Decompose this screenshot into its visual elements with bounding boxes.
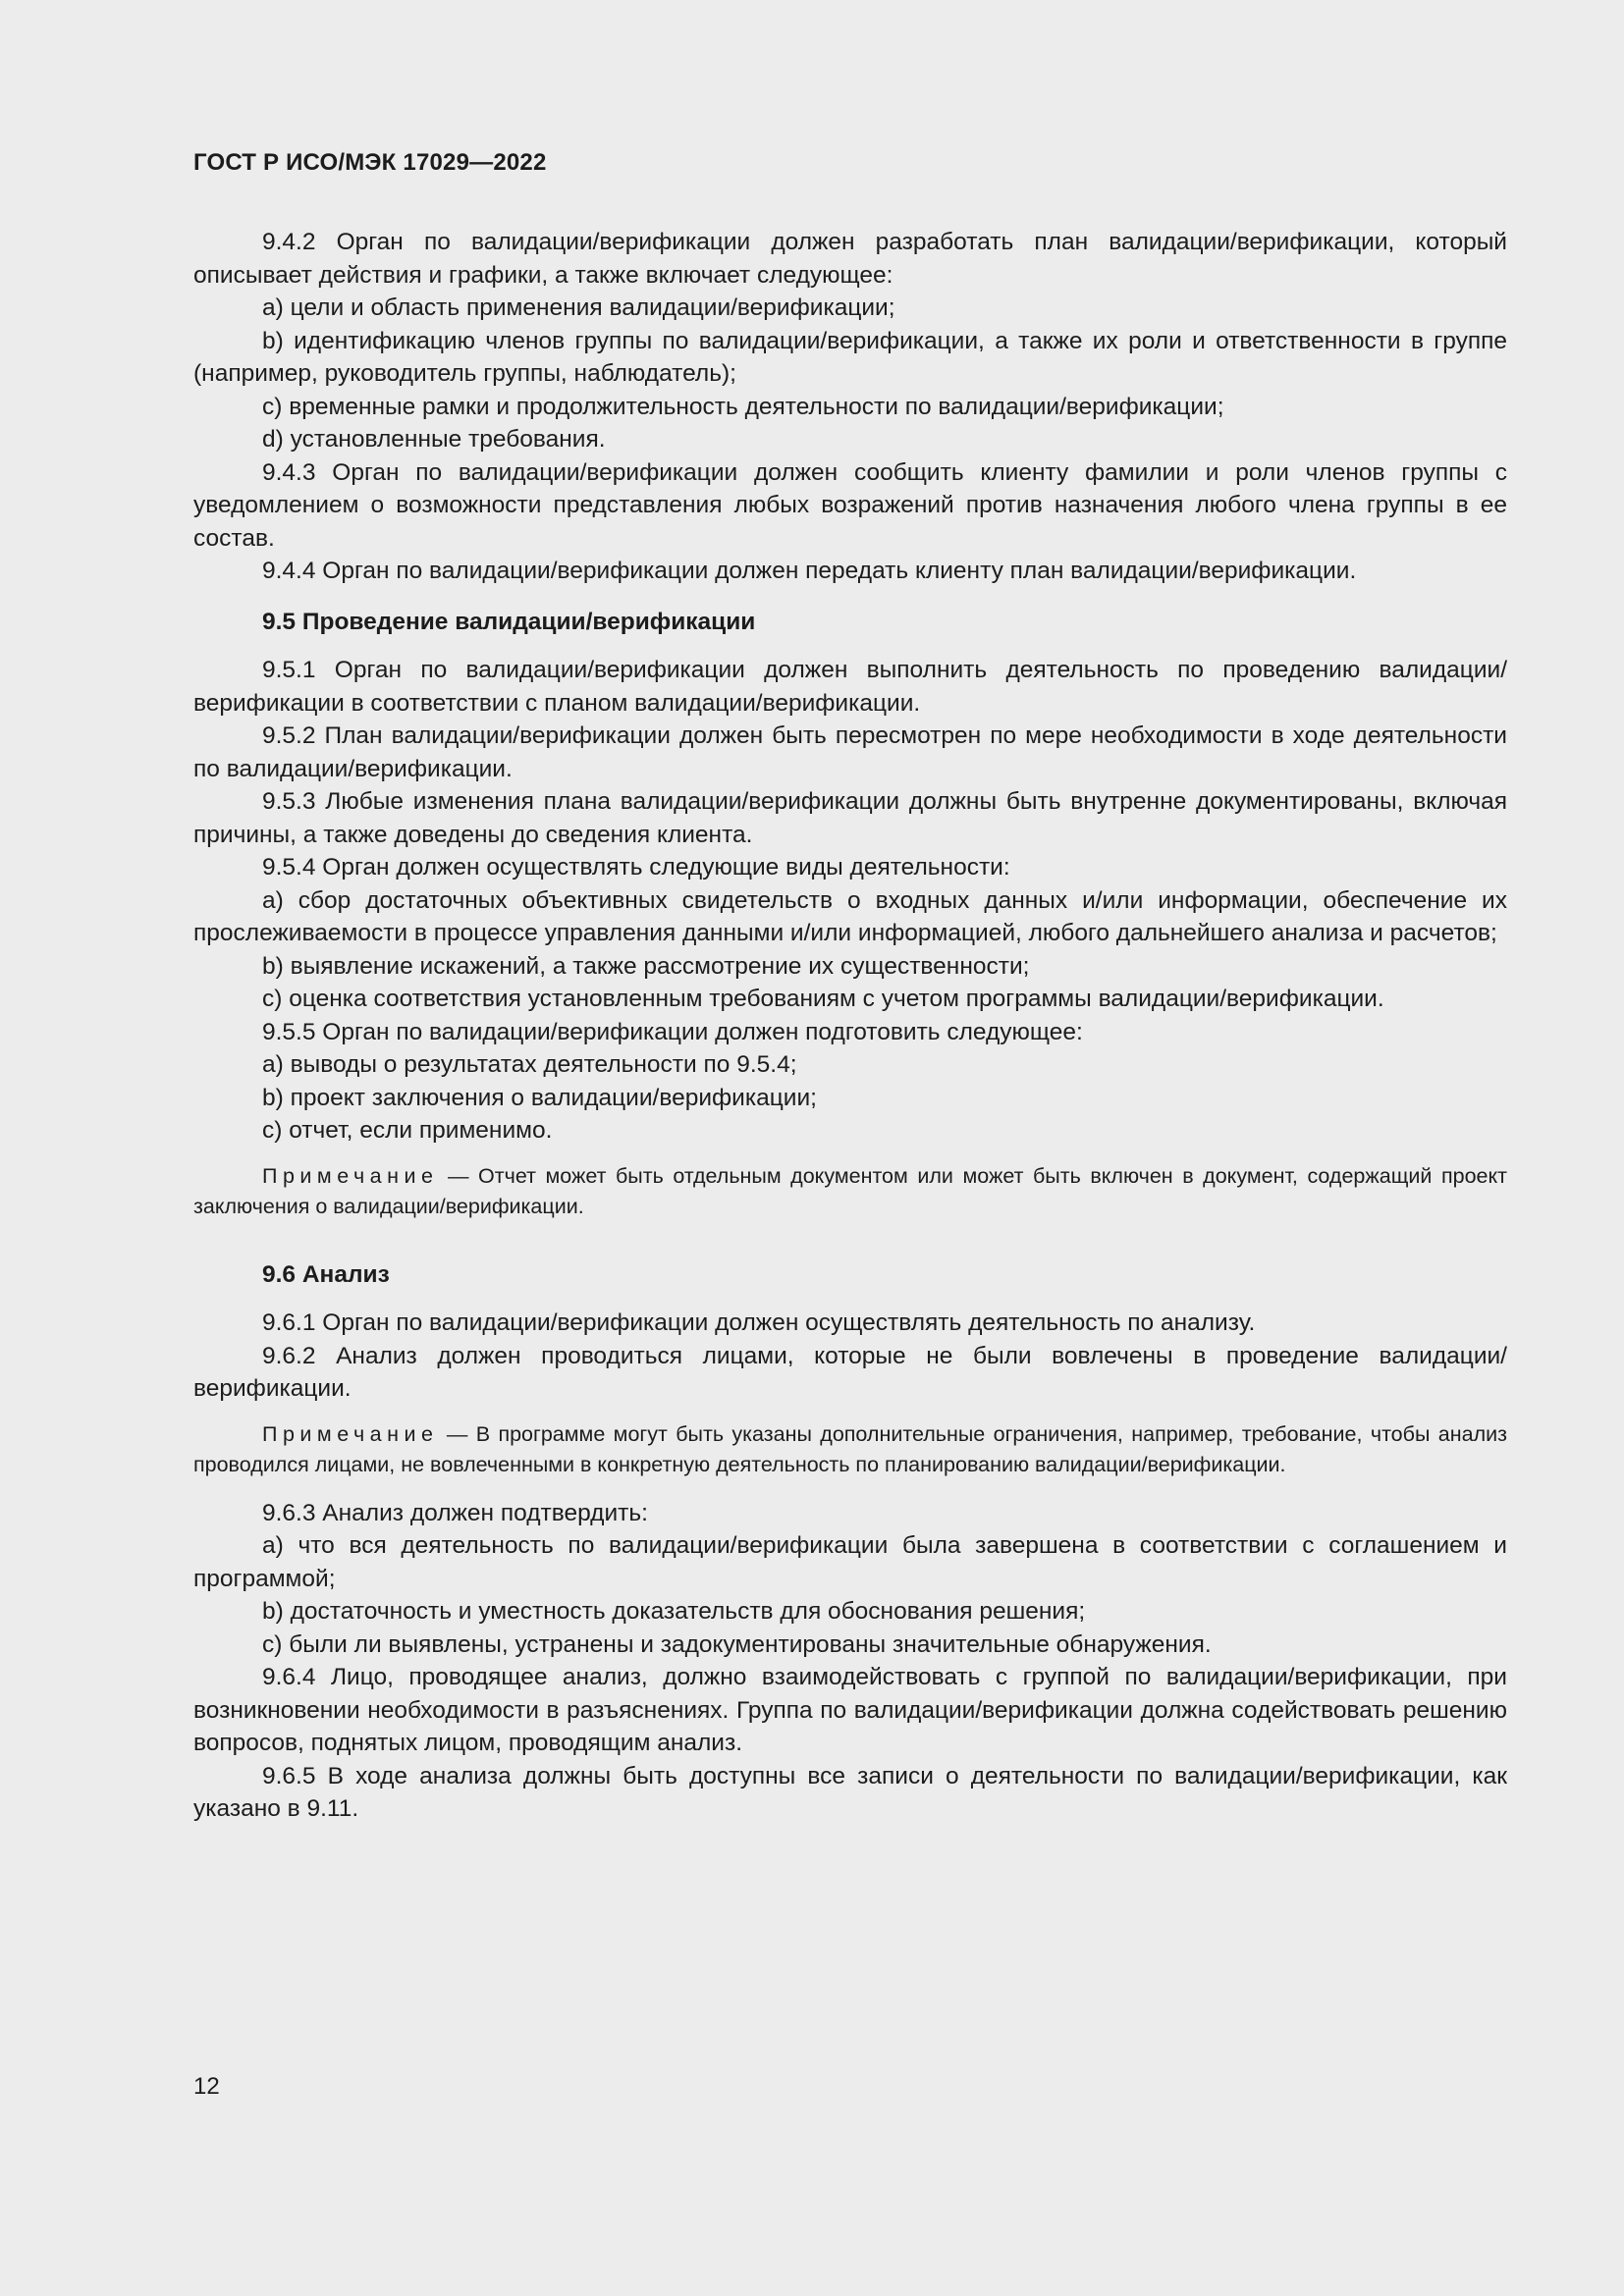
note-label: Примечание xyxy=(262,1163,439,1188)
note-label: Примечание xyxy=(262,1421,439,1446)
paragraph-9-4-3: 9.4.3 Орган по валидации/верификации должен сообщить клиенту фамилии и роли членов группы с уведомлением о возможности представления любых возражений против назначения любого члена группы в ее состав. xyxy=(193,458,1507,552)
note-1 xyxy=(193,1161,1507,1223)
list-item-b: b) идентификацию членов группы по валидации/верификации, а также их роли и ответственности в группе (например, руководитель группы, наблюдатель); xyxy=(193,327,1507,387)
paragraph-9-5-4: 9.5.4 Орган должен осуществлять следующие виды деятельности: xyxy=(262,854,1010,881)
paragraph-9-5-3: 9.5.3 Любые изменения плана валидации/верификации должны быть внутренне документированы, включая причины, а также доведены до сведения клиента. xyxy=(193,788,1507,848)
section-heading-9-5: 9.5 Проведение валидации/верификации xyxy=(262,608,756,635)
paragraph-9-4-2: 9.4.2 Орган по валидации/верификации должен разработать план валидации/верификации, который описывает действия и графики, а также включает следующее: xyxy=(193,229,1507,289)
paragraph-9-6-4: 9.6.4 Лицо, проводящее анализ, должно взаимодействовать с группой по валидации/верификации, при возникновении необходимости в разъяснениях. Группа по валидации/верификации должна содействовать решению вопросов, поднятых лицом, проводящим анализ. xyxy=(193,1664,1507,1756)
note-2 xyxy=(193,1419,1507,1481)
list-item-c: c) оценка соответствия установленным требованиям с учетом программы валидации/верификации. xyxy=(262,986,1384,1012)
document-header: ГОСТ Р ИСО/МЭК 17029—2022 xyxy=(193,149,547,176)
list-item-c: c) отчет, если применимо. xyxy=(262,1117,553,1144)
paragraph-9-4-4: 9.4.4 Орган по валидации/верификации должен передать клиенту план валидации/верификации. xyxy=(262,558,1357,584)
document-body xyxy=(193,226,1507,1826)
list-item-c: c) временные рамки и продолжительность деятельности по валидации/верификации; xyxy=(262,393,1224,420)
page-number: 12 xyxy=(193,2073,220,2100)
list-item-a: a) цели и область применения валидации/верификации; xyxy=(262,294,895,321)
list-item-a: a) выводы о результатах деятельности по 9.5.4; xyxy=(262,1051,797,1078)
paragraph-9-5-5: 9.5.5 Орган по валидации/верификации должен подготовить следующее: xyxy=(262,1018,1083,1045)
paragraph-9-6-5: 9.6.5 В ходе анализа должны быть доступны все записи о деятельности по валидации/верификации, как указано в 9.11. xyxy=(193,1762,1507,1822)
list-item-c: c) были ли выявлены, устранены и задокументированы значительные обнаружения. xyxy=(262,1630,1212,1658)
note-text: — Отчет может быть отдельным документом или может быть включен в документ, содержащий проект заключения о валидации/верификации. xyxy=(193,1163,1507,1218)
list-item-b: b) проект заключения о валидации/верификации; xyxy=(262,1084,817,1111)
list-item-d: d) установленные требования. xyxy=(262,426,606,453)
paragraph-9-6-2: 9.6.2 Анализ должен проводиться лицами, которые не были вовлечены в проведение валидации/верификации. xyxy=(193,1342,1507,1402)
paragraph-9-6-3: 9.6.3 Анализ должен подтвердить: xyxy=(262,1499,648,1526)
list-item-a: a) что вся деятельность по валидации/верификации была завершена в соответствии с соглашением и программой; xyxy=(193,1532,1507,1592)
paragraph-9-5-2: 9.5.2 План валидации/верификации должен быть пересмотрен по мере необходимости в ходе деятельности по валидации/верификации. xyxy=(193,722,1507,782)
note-text: — В программе могут быть указаны дополнительные ограничения, например, требование, чтобы анализ проводился лицами, не вовлеченными в конкретную деятельность по планированию валидации/верификации. xyxy=(193,1421,1507,1476)
list-item-b: b) достаточность и уместность доказательств для обоснования решения; xyxy=(262,1598,1086,1625)
section-heading-9-6: 9.6 Анализ xyxy=(262,1260,390,1288)
list-item-b: b) выявление искажений, а также рассмотрение их существенности; xyxy=(262,952,1030,980)
list-item-a: a) сбор достаточных объективных свидетельств о входных данных и/или информации, обеспечение их прослеживаемости в процессе управления данными и/или информацией, любого дальнейшего анализа и расчетов; xyxy=(193,886,1507,946)
paragraph-9-5-1: 9.5.1 Орган по валидации/верификации должен выполнить деятельность по проведению валидации/верификации в соответствии с планом валидации/верификации. xyxy=(193,657,1507,717)
paragraph-9-6-1: 9.6.1 Орган по валидации/верификации должен осуществлять деятельность по анализу. xyxy=(262,1309,1256,1336)
